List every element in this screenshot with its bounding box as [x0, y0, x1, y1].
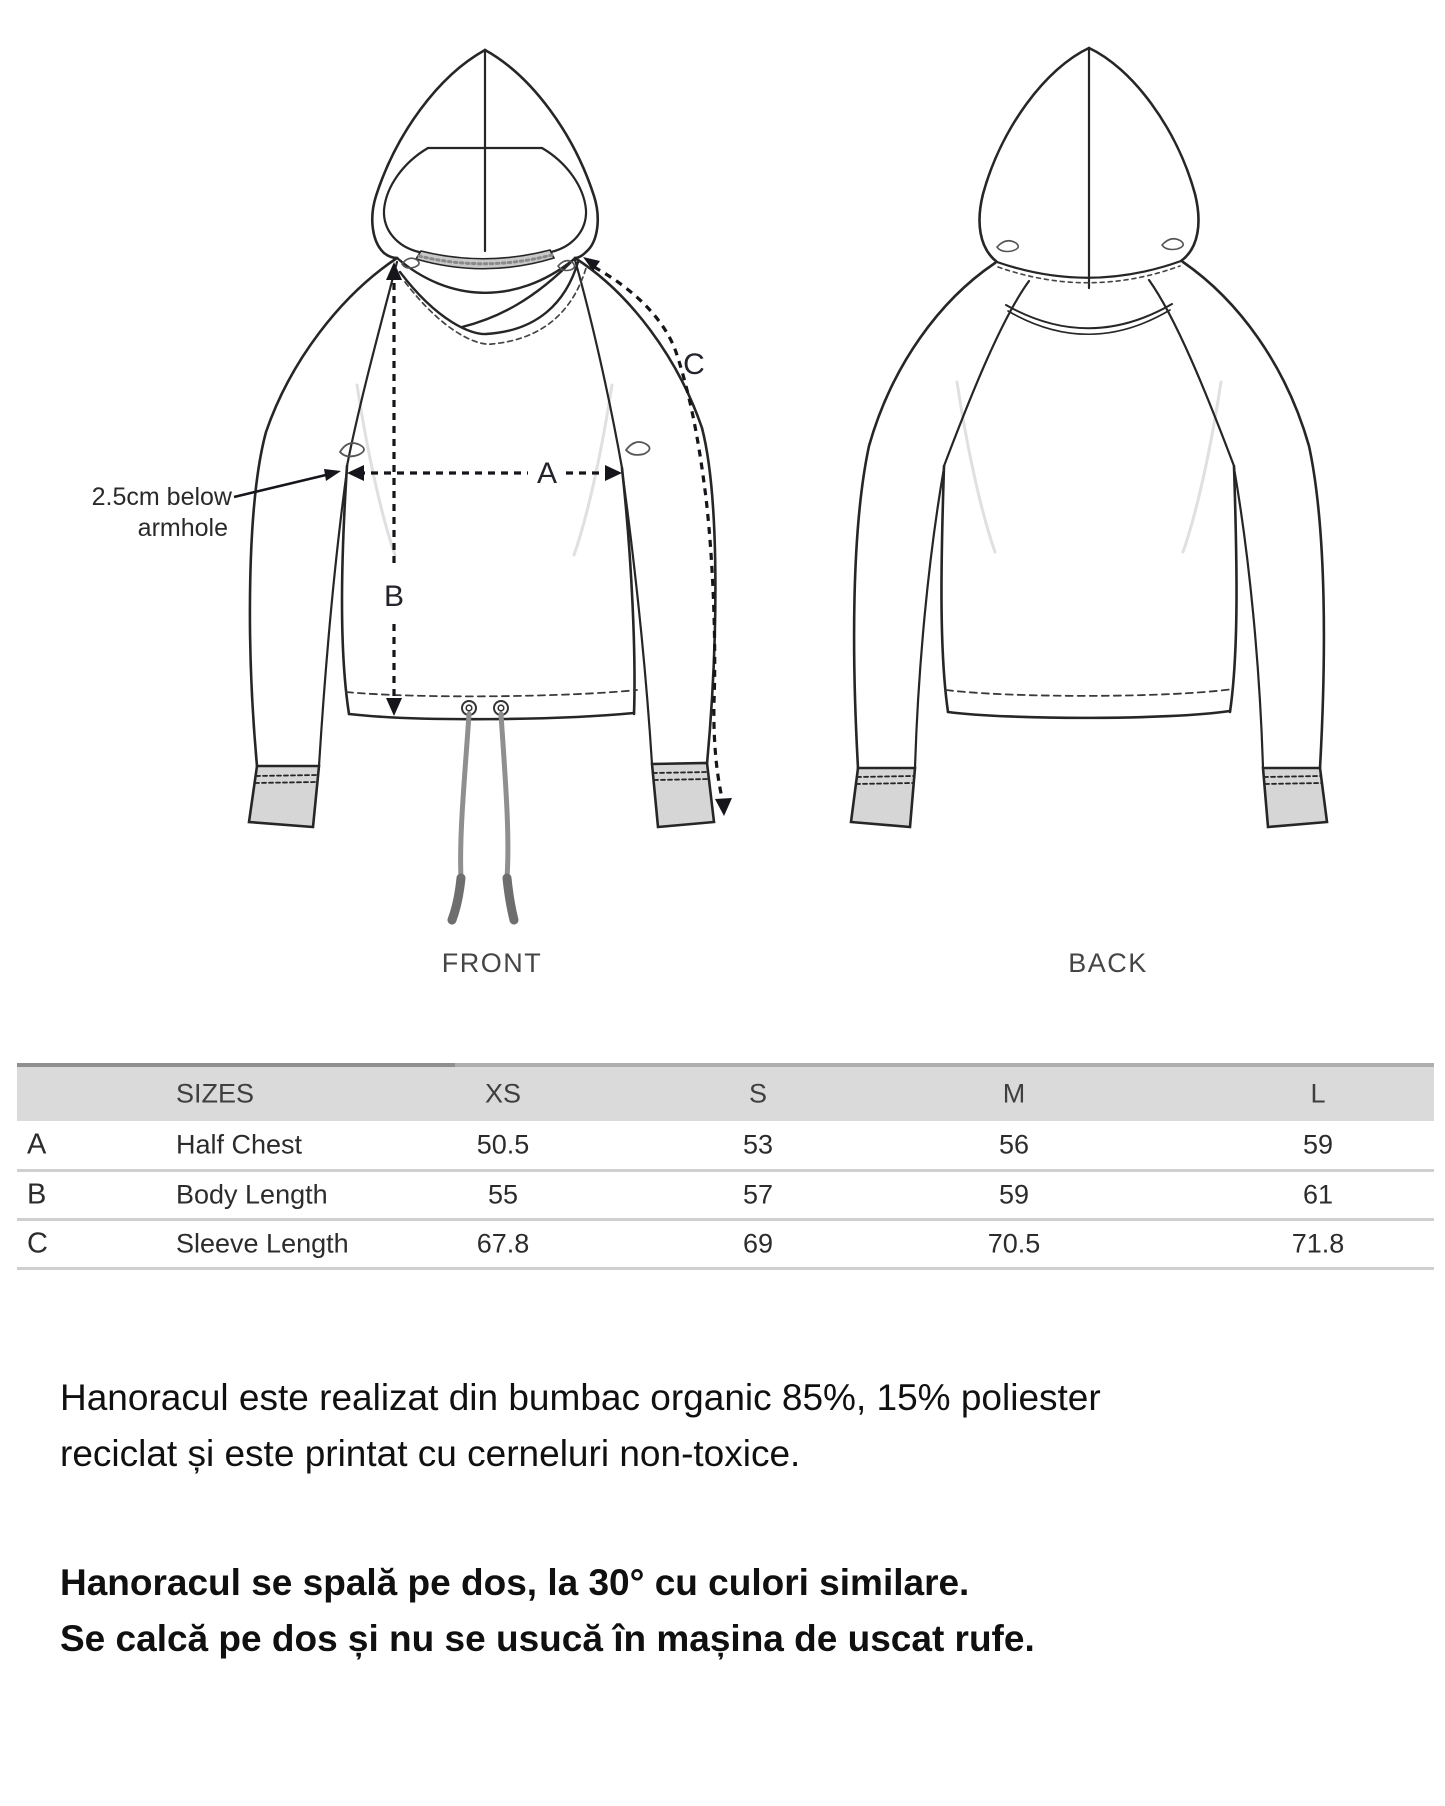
care-instruction-line-2: Se calcă pe dos și nu se usucă în mașina de uscat rufe. — [60, 1618, 1035, 1659]
table-row-sleeve-length — [17, 1221, 1434, 1270]
header-col-s: S — [748, 1078, 768, 1109]
front-hood-outline-left — [372, 50, 485, 258]
table-row-half-chest — [17, 1121, 1434, 1172]
row-value-xs: 67.8 — [476, 1228, 530, 1259]
back-body-right-seam — [1230, 466, 1237, 712]
row-value-s: 53 — [742, 1129, 774, 1160]
row-label: Body Length — [176, 1179, 328, 1210]
care-instruction-line-1: Hanoracul se spală pe dos, la 30° cu culori similare. — [60, 1562, 970, 1603]
back-left-raglan-seam — [944, 281, 1029, 466]
header-col-l: L — [1310, 1078, 1326, 1109]
front-right-drawstring — [501, 714, 508, 878]
front-hem — [349, 713, 634, 719]
row-value-xs: 55 — [487, 1179, 519, 1210]
back-view — [851, 48, 1327, 827]
front-hood-face-right-edge — [542, 148, 586, 252]
row-value-m: 56 — [998, 1129, 1030, 1160]
back-view-caption: BACK — [1068, 948, 1148, 978]
back-hood-outline-left — [980, 48, 1089, 262]
header-col-xs: XS — [484, 1078, 522, 1109]
back-left-armhole-shade — [957, 382, 995, 552]
row-label: Half Chest — [176, 1129, 303, 1160]
row-value-xs: 50.5 — [476, 1129, 530, 1160]
back-right-armhole-shade — [1183, 382, 1221, 552]
dim-c-arrowhead-bottom — [715, 798, 732, 816]
front-right-sleeve-outer — [575, 258, 715, 764]
composition-line-1: Hanoracul este realizat din bumbac organic 85%, 15% poliester — [60, 1377, 1101, 1418]
dim-a-arrowhead-left — [347, 465, 364, 481]
dim-a-label: A — [536, 457, 558, 490]
armhole-note-arrowhead — [324, 469, 341, 481]
row-value-l: 71.8 — [1291, 1228, 1345, 1259]
front-body-right-seam — [622, 468, 635, 714]
back-left-neck-curl — [997, 241, 1018, 252]
back-body-left-seam — [941, 466, 948, 712]
row-value-s: 69 — [742, 1228, 774, 1259]
size-table — [17, 1063, 1434, 1270]
row-value-s: 57 — [742, 1179, 774, 1210]
front-right-underarm-curl — [626, 442, 650, 455]
armhole-note-leader-line — [234, 474, 330, 497]
armhole-note-line2: armhole — [137, 514, 228, 542]
product-description — [60, 1370, 1390, 1667]
front-hood-outline-right — [485, 50, 598, 258]
front-view — [249, 50, 715, 920]
back-hem-stitching — [946, 689, 1233, 696]
row-letter: B — [27, 1178, 47, 1211]
front-hood-face-left-edge — [384, 148, 428, 252]
paragraph-spacer — [60, 1482, 1390, 1555]
front-crossover-v-edge — [400, 262, 578, 334]
header-col-m: M — [1002, 1078, 1026, 1109]
row-letter: A — [27, 1128, 47, 1161]
back-right-raglan-seam — [1149, 280, 1234, 466]
dim-b-arrowhead-bottom — [386, 698, 402, 716]
front-view-caption: FRONT — [441, 948, 543, 978]
front-left-drawstring-tip — [452, 878, 461, 920]
front-left-drawstring — [461, 714, 469, 878]
back-yoke-seam-outer — [1006, 304, 1172, 328]
back-hood-outline-right — [1089, 48, 1198, 261]
row-letter: C — [27, 1227, 48, 1260]
row-value-m: 59 — [998, 1179, 1030, 1210]
dim-b-label: B — [383, 580, 405, 613]
row-value-l: 61 — [1302, 1179, 1334, 1210]
dim-a-arrowhead-right — [605, 465, 622, 481]
front-hem-stitching — [346, 690, 637, 696]
row-value-l: 59 — [1302, 1129, 1334, 1160]
back-left-sleeve-inner — [915, 468, 944, 768]
composition-line-2: reciclat și este printat cu cerneluri non-toxice. — [60, 1433, 801, 1474]
row-value-m: 70.5 — [987, 1228, 1041, 1259]
back-hem — [948, 711, 1230, 718]
header-sizes-label: SIZES — [176, 1078, 255, 1109]
dim-c-label: C — [683, 348, 705, 381]
front-right-drawstring-tip — [507, 878, 514, 920]
back-right-sleeve-inner — [1234, 468, 1263, 768]
table-row-body-length — [17, 1172, 1434, 1221]
back-right-neck-curl — [1162, 239, 1183, 250]
armhole-note-line1: 2.5cm below — [91, 483, 232, 511]
row-label: Sleeve Length — [176, 1228, 349, 1259]
back-yoke-seam-inner — [1008, 310, 1170, 334]
size-table-header-row — [17, 1067, 1434, 1121]
